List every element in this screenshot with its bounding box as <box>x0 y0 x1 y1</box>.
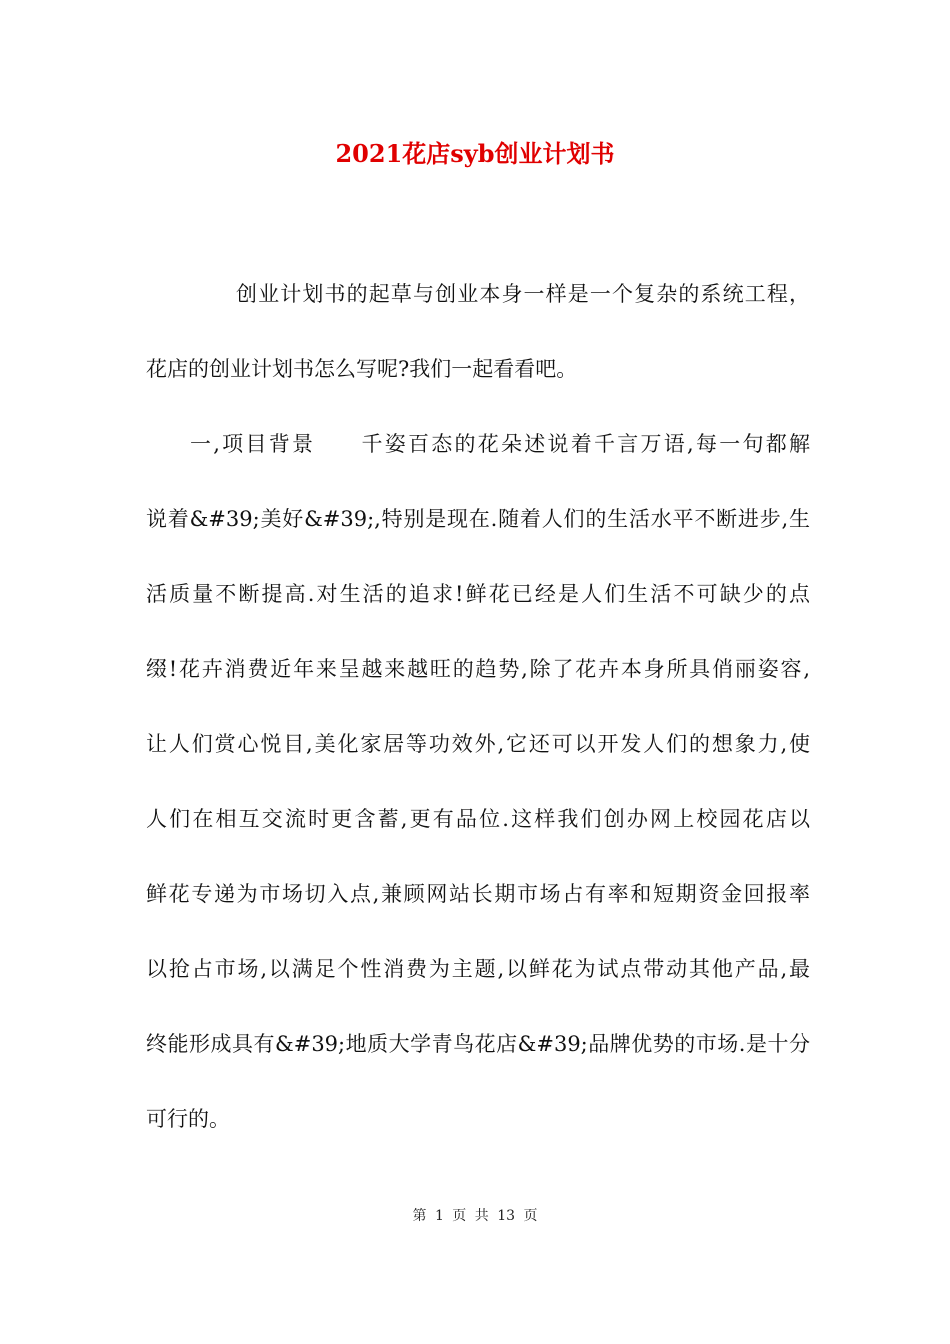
section1-line-8: 终能形成具有&#39;地质大学青鸟花店&#39;品牌优势的市场.是十分 <box>146 1032 810 1056</box>
section1-line-4: 让人们赏心悦目,美化家居等功效外,它还可以开发人们的想象力,使 <box>146 732 810 756</box>
page-footer: 第 1 页 共 13 页 <box>412 1208 538 1224</box>
section1-line-6: 鲜花专递为市场切入点,兼顾网站长期市场占有率和短期资金回报率 <box>146 882 810 906</box>
section1-line-1: 说着&#39;美好&#39;,特别是现在.随着人们的生活水平不断进步,生 <box>146 507 810 531</box>
section1-line-7: 以抢占市场,以满足个性消费为主题,以鲜花为试点带动其他产品,最 <box>146 957 810 981</box>
intro-line-1: 创业计划书的起草与创业本身一样是一个复杂的系统工程， <box>236 282 810 306</box>
section1-line-3: 缀!花卉消费近年来呈越来越旺的趋势,除了花卉本身所具俏丽姿容, <box>146 657 810 681</box>
section1-line-9: 可行的。 <box>146 1107 230 1131</box>
section1-line-5: 人们在相互交流时更含蓄,更有品位.这样我们创办网上校园花店以 <box>146 807 810 831</box>
section1-first-line <box>190 428 810 460</box>
section1-first-line-text: 千姿百态的花朵述说着千言万语,每一句都解 <box>359 432 810 456</box>
intro-line-2: 花店的创业计划书怎么写呢?我们一起看看吧。 <box>146 357 578 381</box>
section1-line-2: 活质量不断提高.对生活的追求!鲜花已经是人们生活不可缺少的点 <box>146 582 810 606</box>
document-title: 2021花店syb创业计划书 <box>335 139 615 168</box>
section1-heading: 一,项目背景 <box>190 432 316 456</box>
